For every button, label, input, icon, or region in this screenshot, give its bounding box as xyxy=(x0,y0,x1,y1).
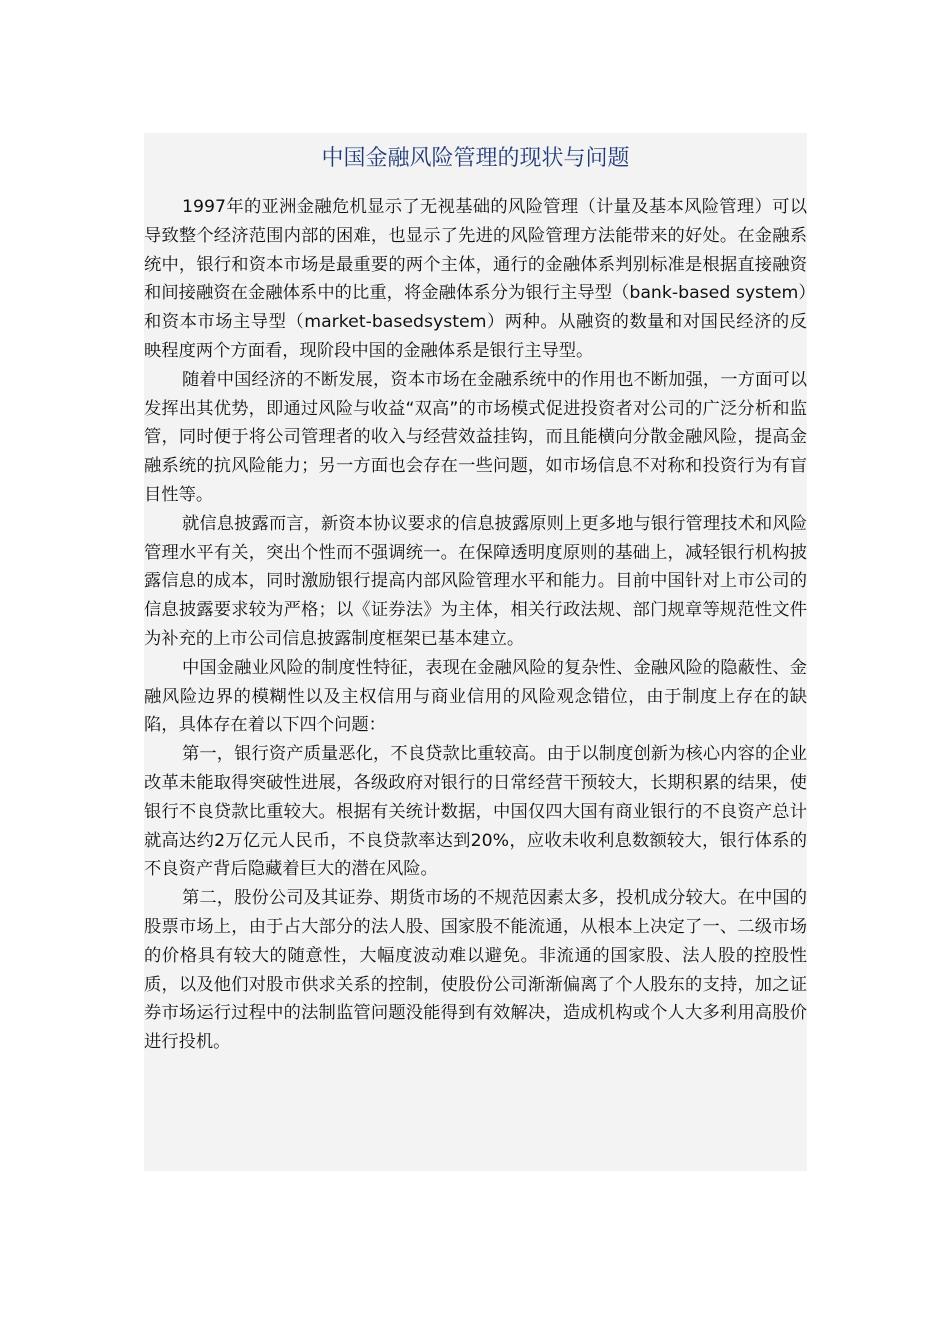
paragraph-capital-market: 随着中国经济的不断发展，资本市场在金融系统中的作用也不断加强，一方面可以发挥出其优势，即通过风险与收益“双高”的市场模式促进投资者对公司的广泛分析和监管，同时便于将公司管理者的收入与经营效益挂钩，而且能横向分散金融风险，提高金融系统的抗风险能力；另一方面也会存在一些问题，如市场信息不对称和投资行为有盲目性等。 xyxy=(144,369,807,505)
paragraph-asian-crisis: 1997年的亚洲金融危机显示了无视基础的风险管理（计量及基本风险管理）可以导致整个经济范围内部的困难，也显示了先进的风险管理方法能带来的好处。在金融系统中，银行和资本市场是最重要的两个主体，通行的金融体系判别标准是根据直接融资和间接融资在金融体系中的比重，将金融体系分为银行主导型（bank-based system）和资本市场主导型（market-basedsystem）两种。从融资的数量和对国民经济的反映程度两个方面看，现阶段中国的金融体系是银行主导型。 xyxy=(144,197,807,361)
paragraph-problem-two: 第二，股份公司及其证券、期货市场的不规范因素太多，投机成分较大。在中国的股票市场上，由于占大部分的法人股、国家股不能流通，从根本上决定了一、二级市场的价格具有较大的随意性，大幅度波动难以避免。非流通的国家股、法人股的控股性质，以及他们对股市供求关系的控制，使股份公司渐渐偏离了个人股东的支持，加之证券市场运行过程中的法制监管问题没能得到有效解决，造成机构或个人大多利用高股价进行投机。 xyxy=(144,888,807,1053)
paragraph-information-disclosure: 就信息披露而言，新资本协议要求的信息披露原则上更多地与银行管理技术和风险管理水平有关，突出个性而不强调统一。在保障透明度原则的基础上，减轻银行机构披露信息的成本，同时激励银行提高内部风险管理水平和能力。目前中国针对上市公司的信息披露要求较为严格；以《证券法》为主体，相关行政法规、部门规章等规范性文件为补充的上市公司信息披露制度框架已基本建立。 xyxy=(144,513,807,649)
paragraph-institutional-features: 中国金融业风险的制度性特征，表现在金融风险的复杂性、金融风险的隐蔽性、金融风险边界的模糊性以及主权信用与商业信用的风险观念错位，由于制度上存在的缺陷，具体存在着以下四个问题： xyxy=(144,657,807,736)
document-content-block xyxy=(144,133,807,1171)
paragraph-problem-one: 第一，银行资产质量恶化，不良贷款比重较高。由于以制度创新为核心内容的企业改革未能取得突破性进展，各级政府对银行的日常经营干预较大，长期积累的结果，使银行不良贷款比重较大。根据有关统计数据，中国仅四大国有商业银行的不良资产总计就高达约2万亿元人民币，不良贷款率达到20%，应收未收利息数额较大，银行体系的不良资产背后隐藏着巨大的潜在风险。 xyxy=(144,744,807,880)
document-title: 中国金融风险管理的现状与问题 xyxy=(321,146,630,171)
